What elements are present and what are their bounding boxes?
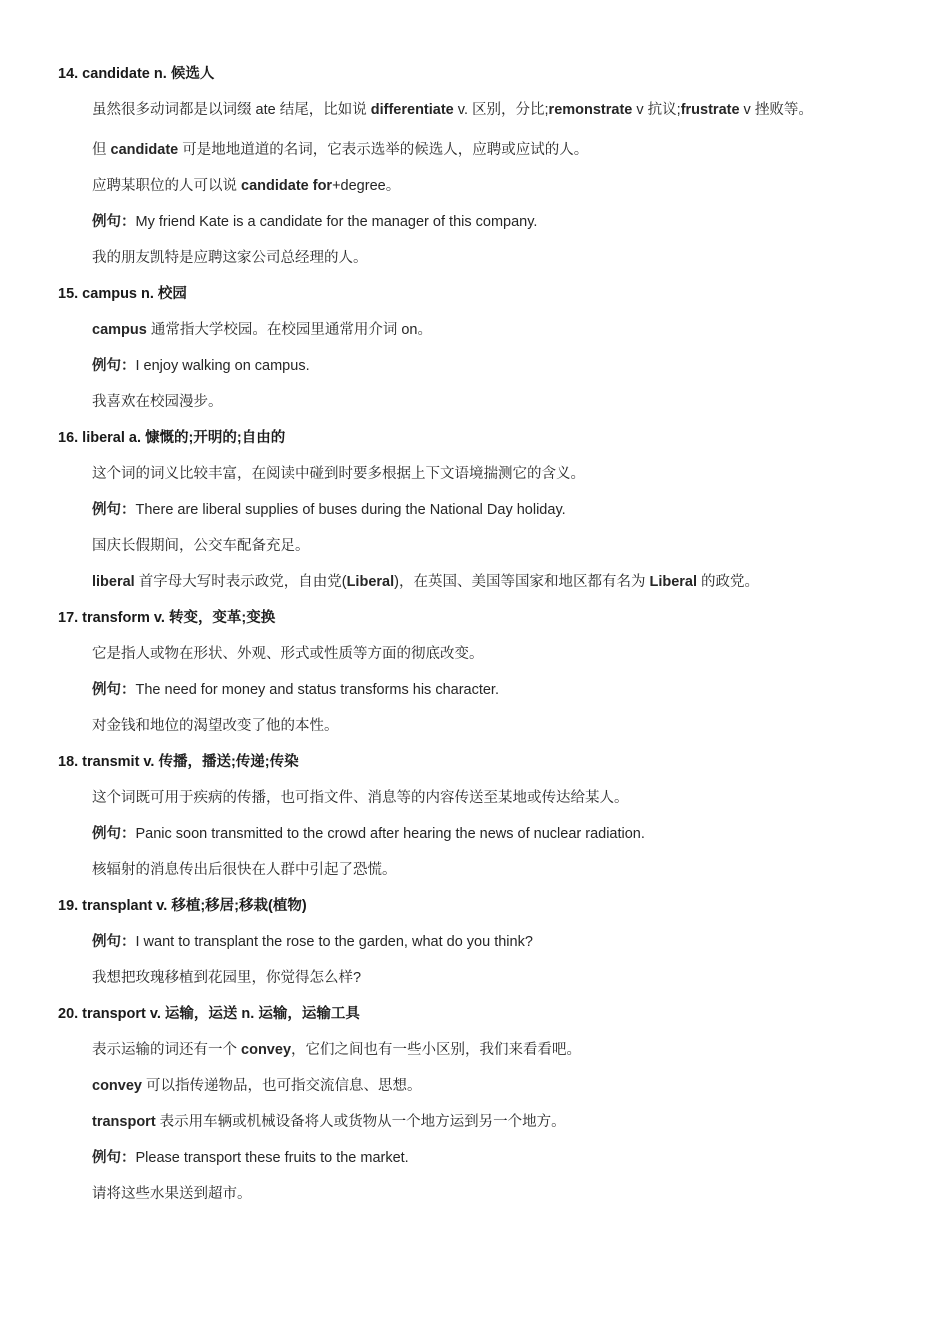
entry-heading: 14. candidate n. 候选人 (58, 66, 215, 82)
text-run: 可以指传递物品，也可指交流信息、思想。 (141, 1078, 422, 1094)
entry-line (92, 176, 950, 212)
vocab-entry (0, 752, 950, 896)
bold-text: liberal (92, 574, 135, 590)
entry-line (92, 248, 950, 284)
text-run: I enjoy walking on campus. (135, 358, 310, 374)
entry-line (92, 968, 950, 1004)
bold-text: 例句： (92, 682, 136, 698)
entry-line (92, 572, 950, 608)
entry-heading: 20. transport v. 运输，运送 n. 运输，运输工具 (58, 1006, 360, 1022)
text-run: 应聘某职位的人可以说 (92, 178, 242, 194)
text-run: 国庆长假期间，公交车配备充足。 (92, 538, 310, 554)
entry-line (92, 536, 950, 572)
vocab-entry (0, 608, 950, 752)
text-run: +degree。 (332, 178, 401, 194)
bold-text: 例句： (92, 826, 136, 842)
bold-text: convey (241, 1042, 292, 1058)
entry-line (92, 500, 950, 536)
entry-line (92, 320, 950, 356)
bold-text: 例句： (92, 1150, 136, 1166)
vocab-entry (0, 64, 950, 284)
bold-text: remonstrate (548, 102, 633, 118)
text-run: 虽然很多动词都是以词缀 ate 结尾，比如说 (92, 102, 371, 118)
bold-text: candidate (110, 142, 179, 158)
text-run: 表示用车辆或机械设备将人或货物从一个地方运到另一个地方。 (155, 1114, 566, 1130)
entry-heading: 17. transform v. 转变，变革;变换 (58, 610, 276, 626)
vocab-entry (0, 284, 950, 428)
text-run: 可是地地道道的名词，它表示选举的候选人，应聘或应试的人。 (178, 142, 589, 158)
text-run: 这个词的词义比较丰富，在阅读中碰到时要多根据上下文语境揣测它的含义。 (92, 466, 585, 482)
text-run: )，在英国、美国等国家和地区都有名为 (394, 574, 650, 590)
bold-text: candidate for (241, 178, 333, 194)
entry-line (92, 1112, 950, 1148)
text-run: My friend Kate is a candidate for the manager of this company. (135, 214, 538, 230)
bold-text: Liberal (346, 574, 395, 590)
entry-line (92, 392, 950, 428)
text-run: v 抗议; (632, 102, 681, 118)
text-run: 核辐射的消息传出后很快在人群中引起了恐慌。 (92, 862, 397, 878)
text-run: 表示运输的词还有一个 (92, 1042, 242, 1058)
entry-line (92, 140, 950, 176)
bold-text: campus (92, 322, 147, 338)
bold-text: convey (92, 1078, 142, 1094)
bold-text: 例句： (92, 358, 136, 374)
entry-line (92, 716, 950, 752)
bold-text: 例句： (92, 214, 136, 230)
entry-line (92, 932, 950, 968)
vocab-entry (0, 428, 950, 608)
entry-line (92, 464, 950, 500)
entry-line (92, 1184, 950, 1220)
vocab-entry (0, 1004, 950, 1220)
entry-line (92, 824, 950, 860)
entry-line (92, 860, 950, 896)
entry-line (92, 788, 950, 824)
vocab-entry (0, 896, 950, 1004)
text-run: 请将这些水果送到超市。 (92, 1186, 252, 1202)
text-run: 我喜欢在校园漫步。 (92, 394, 223, 410)
bold-text: Liberal (649, 574, 698, 590)
text-run: v. 区别，分比; (453, 102, 549, 118)
text-run: The need for money and status transforms his character. (135, 682, 499, 698)
entry-line (92, 1076, 950, 1112)
entry-line (92, 212, 950, 248)
text-run: v 挫败等。 (739, 102, 813, 118)
text-run: 通常指大学校园。在校园里通常用介词 on。 (146, 322, 432, 338)
entry-line (92, 644, 950, 680)
text-run: 它是指人或物在形状、外观、形式或性质等方面的彻底改变。 (92, 646, 484, 662)
bold-text: 例句： (92, 934, 136, 950)
entry-line (92, 100, 950, 140)
entry-heading: 16. liberal a. 慷慨的;开明的;自由的 (58, 430, 286, 446)
entry-line (92, 356, 950, 392)
text-run: 的政党。 (697, 574, 760, 590)
text-run: 但 (92, 142, 111, 158)
entry-line (92, 680, 950, 716)
text-run: 我的朋友凯特是应聘这家公司总经理的人。 (92, 250, 368, 266)
text-run: ，它们之间也有一些小区别，我们来看看吧。 (291, 1042, 582, 1058)
entry-line (92, 1148, 950, 1184)
entry-heading: 19. transplant v. 移植;移居;移栽(植物) (58, 898, 307, 914)
text-run: Panic soon transmitted to the crowd after hearing the news of nuclear radiation. (135, 826, 645, 842)
entry-heading: 15. campus n. 校园 (58, 286, 187, 302)
bold-text: differentiate (370, 102, 454, 118)
text-run: Please transport these fruits to the market. (135, 1150, 409, 1166)
entry-line (92, 1040, 950, 1076)
text-run: There are liberal supplies of buses during the National Day holiday. (135, 502, 566, 518)
bold-text: transport (92, 1114, 156, 1130)
entry-heading: 18. transmit v. 传播，播送;传递;传染 (58, 754, 299, 770)
text-run: I want to transplant the rose to the garden, what do you think? (135, 934, 533, 950)
text-run: 这个词既可用于疾病的传播，也可指文件、消息等的内容传送至某地或传达给某人。 (92, 790, 629, 806)
bold-text: frustrate (680, 102, 740, 118)
text-run: 对金钱和地位的渴望改变了他的本性。 (92, 718, 339, 734)
text-run: 首字母大写时表示政党，自由党( (134, 574, 347, 590)
bold-text: 例句： (92, 502, 136, 518)
text-run: 我想把玫瑰移植到花园里，你觉得怎么样? (92, 970, 362, 986)
